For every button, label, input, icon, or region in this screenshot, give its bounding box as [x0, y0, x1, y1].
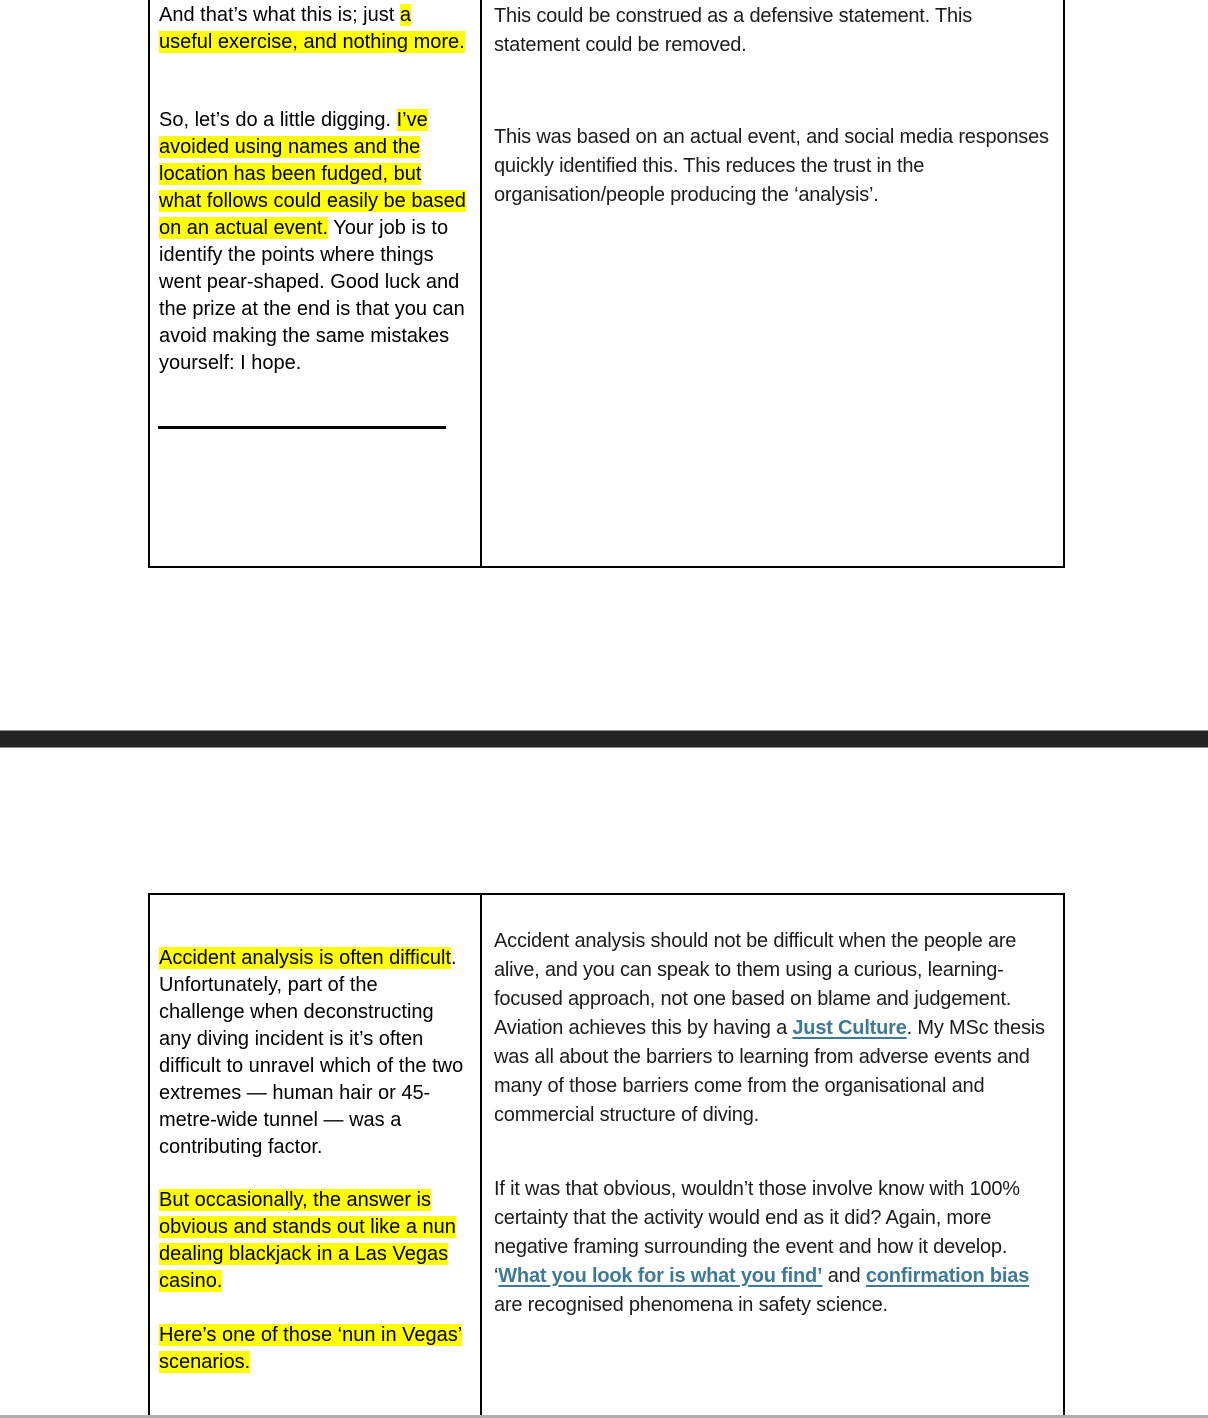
- text-run: . My MSc thesis was all about the barriers to learning from adverse events and many of those barriers come from the organisational and commercial structure of diving.: [494, 1017, 1045, 1126]
- just-culture-link[interactable]: Just Culture: [792, 1017, 907, 1039]
- comparison-table-page2: [148, 893, 1065, 1418]
- page-break-bar: [0, 730, 1208, 748]
- comparison-table-page1: [148, 0, 1065, 568]
- review-comment-column: [482, 895, 1063, 1418]
- text-run: . Unfortunately, part of the challenge when deconstructing any diving incident is it’s often difficult to unravel which of the two extremes — human hair or 45-metre-wide tunnel — was a contributing factor.: [159, 947, 464, 1158]
- text-run: So, let’s do a little digging.: [159, 109, 397, 131]
- original-paragraph: [159, 107, 468, 377]
- original-text-column: [150, 0, 482, 566]
- footnote-separator: [158, 426, 446, 429]
- text-run: If it was that obvious, wouldn’t those involve know with 100% certainty that the activity would end as it did? Again, more negative framing surrounding the event and how it develop. ‘: [494, 1178, 1020, 1287]
- highlighted-text: Accident analysis is often difficult: [159, 947, 452, 969]
- comment-paragraph: [494, 1175, 1049, 1320]
- highlighted-text: a useful exercise, and nothing more.: [159, 4, 465, 53]
- comment-paragraph: This could be construed as a defensive statement. This statement could be removed.: [494, 5, 972, 56]
- text-run: and: [822, 1265, 866, 1287]
- original-paragraph: [159, 945, 468, 1161]
- highlighted-text: But occasionally, the answer is obvious and stands out like a nun dealing blackjack in a Las Vegas casino.: [159, 1189, 456, 1292]
- original-paragraph: [159, 1322, 468, 1376]
- text-run: Your job is to identify the points where things went pear-shaped. Good luck and the prize at the end is that you can avoid making the same mistakes yourself: I hope.: [159, 217, 465, 374]
- review-comment-column: [482, 0, 1063, 566]
- comment-paragraph: [494, 927, 1049, 1130]
- original-text-column: [150, 895, 482, 1418]
- text-run: And that’s what this is; just: [159, 4, 400, 26]
- confirmation-bias-link[interactable]: confirmation bias: [865, 1265, 1030, 1287]
- original-paragraph: [159, 2, 468, 56]
- text-run: Accident analysis should not be difficult when the people are alive, and you can speak to them using a curious, learning-focused approach, not one based on blame and judgement. Aviation achieves this by having a: [494, 930, 1017, 1039]
- highlighted-text: Here’s one of those ‘nun in Vegas’ scenarios.: [159, 1324, 463, 1373]
- what-you-look-for-link[interactable]: What you look for is what you find’: [498, 1265, 823, 1287]
- original-paragraph: [159, 1187, 468, 1295]
- comment-paragraph: This was based on an actual event, and social media responses quickly identified this. This reduces the trust in the organisation/people producing the ‘analysis’.: [494, 126, 1049, 206]
- highlighted-text: I’ve avoided using names and the location has been fudged, but what follows could easily be based on an actual event.: [159, 109, 466, 239]
- text-run: are recognised phenomena in safety science.: [494, 1294, 888, 1316]
